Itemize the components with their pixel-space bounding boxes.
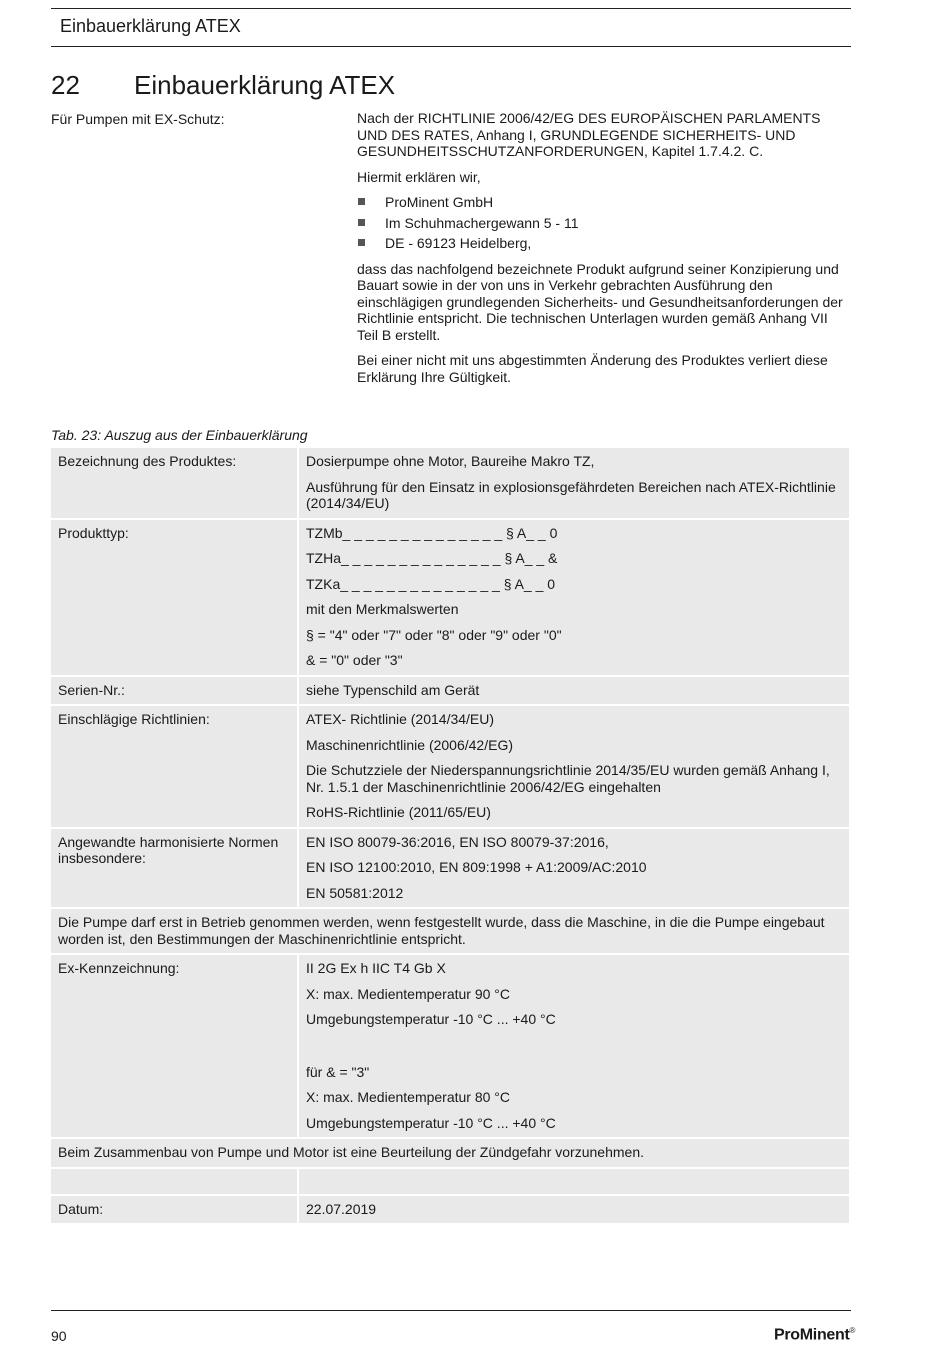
address-list	[357, 194, 852, 252]
header-title: Einbauerklärung ATEX	[60, 16, 241, 36]
row-label: Bezeichnung des Produktes:	[51, 448, 297, 518]
table-row	[51, 520, 849, 675]
row-value: EN ISO 80079-36:2016, EN ISO 80079-37:2016, EN ISO 12100:2010, EN 809:1998 + A1:2009/AC:2010 EN 50581:2012	[299, 829, 849, 908]
full-width-note: Beim Zusammenbau von Pumpe und Motor ist eine Beurteilung der Zündgefahr vorzunehmen.	[51, 1139, 849, 1167]
row-label: Datum:	[51, 1196, 297, 1224]
row-label: Einschlägige Richtlinien:	[51, 706, 297, 827]
row-value: ATEX- Richtlinie (2014/34/EU) Maschinenrichtlinie (2006/42/EG) Die Schutzziele der Niederspannungsrichtlinie 2014/35/EU wurden gemäß Anhang I, Nr. 1.5.1 der Maschinenrichtlinie 2006/42/EG eingehalten RoHS-Richtlinie (2011/65/EU)	[299, 706, 849, 827]
row-value: Dosierpumpe ohne Motor, Baureihe Makro TZ, Ausführung für den Einsatz in explosionsgefährdeten Bereichen nach ATEX-Richtlinie (2014/34/EU)	[299, 448, 849, 518]
square-bullet-icon	[358, 219, 365, 226]
table-row	[51, 1196, 849, 1224]
empty-cell	[51, 1169, 297, 1194]
row-value: TZMb_ _ _ _ _ _ _ _ _ _ _ _ _ _ § A_ _ 0 TZHa_ _ _ _ _ _ _ _ _ _ _ _ _ _ § A_ _ & TZKa_ _ _ _ _ _ _ _ _ _ _ _ _ _ § A_ _ 0 mit den Merkmalswerten § = "4" oder "7" oder "8" oder "9" oder "0" & = "0" oder "3"	[299, 520, 849, 675]
declaration-table	[49, 446, 851, 1225]
table-caption: Tab. 23: Auszug aus der Einbauerklärung	[51, 427, 308, 443]
row-value: 22.07.2019	[299, 1196, 849, 1224]
row-label: Produkttyp:	[51, 520, 297, 675]
table-row	[51, 448, 849, 518]
intro-paragraph: Hiermit erklären wir,	[357, 168, 481, 185]
empty-cell	[299, 1169, 849, 1194]
full-width-note: Die Pumpe darf erst in Betrieb genommen werden, wenn festgestellt wurde, dass die Maschine, in die die Pumpe eingebaut worden ist, den Bestimmungen der Maschinenrichtlinie entspricht.	[51, 909, 849, 953]
table-row	[51, 677, 849, 705]
intro-paragraph: Nach der RICHTLINIE 2006/42/EG DES EUROPÄISCHEN PARLAMENTS UND DES RATES, Anhang I, GRUNDLEGENDE SICHERHEITS- UND GESUNDHEITSSCHUTZANFORDERUNGEN, Kapitel 1.7.4.2. C.	[357, 110, 821, 159]
table-row-empty	[51, 1169, 849, 1194]
row-label: Angewandte harmonisierte Normen insbesondere:	[51, 829, 297, 908]
row-value: siehe Typenschild am Gerät	[299, 677, 849, 705]
row-label: Ex-Kennzeichnung:	[51, 955, 297, 1137]
running-header	[51, 8, 851, 47]
list-item: ProMinent GmbH	[357, 194, 852, 211]
table-row	[51, 1139, 849, 1167]
chapter-number: 22	[51, 70, 80, 100]
blank-line	[306, 1037, 843, 1064]
table-row	[51, 955, 849, 1137]
list-item: DE - 69123 Heidelberg,	[357, 235, 852, 252]
prominent-logo: ProMinent®	[774, 1326, 856, 1344]
square-bullet-icon	[358, 198, 365, 205]
side-label: Für Pumpen mit EX-Schutz:	[51, 111, 225, 127]
table-row	[51, 706, 849, 827]
footer-rule	[51, 1310, 851, 1311]
row-value: II 2G Ex h IIC T4 Gb X X: max. Medientemperatur 90 °C Umgebungstemperatur -10 °C ... +40 °C für & = "3" X: max. Medientemperatur 80 °C Umgebungstemperatur -10 °C ... +40 °C	[299, 955, 849, 1137]
list-item: Im Schuhmachergewann 5 - 11	[357, 215, 852, 232]
intro-paragraph: dass das nachfolgend bezeichnete Produkt aufgrund seiner Konzipierung und Bauart sowie in der von uns in Verkehr gebrachten Ausführung den einschlägigen grundlegenden Sicherheits- und Gesundheitsanforderungen der Richtlinie entspricht. Die technischen Unterlagen wurden gemäß Anhang VII Teil B erstellt.	[357, 260, 843, 343]
chapter-title: Einbauerklärung ATEX	[134, 70, 396, 100]
table-row	[51, 829, 849, 908]
square-bullet-icon	[358, 239, 365, 246]
page-number: 90	[51, 1328, 67, 1344]
intro-paragraph: Bei einer nicht mit uns abgestimmten Änderung des Produktes verliert diese Erklärung Ihre Gültigkeit.	[357, 352, 828, 385]
table-row	[51, 909, 849, 953]
row-label: Serien-Nr.:	[51, 677, 297, 705]
intro-text	[357, 110, 852, 394]
